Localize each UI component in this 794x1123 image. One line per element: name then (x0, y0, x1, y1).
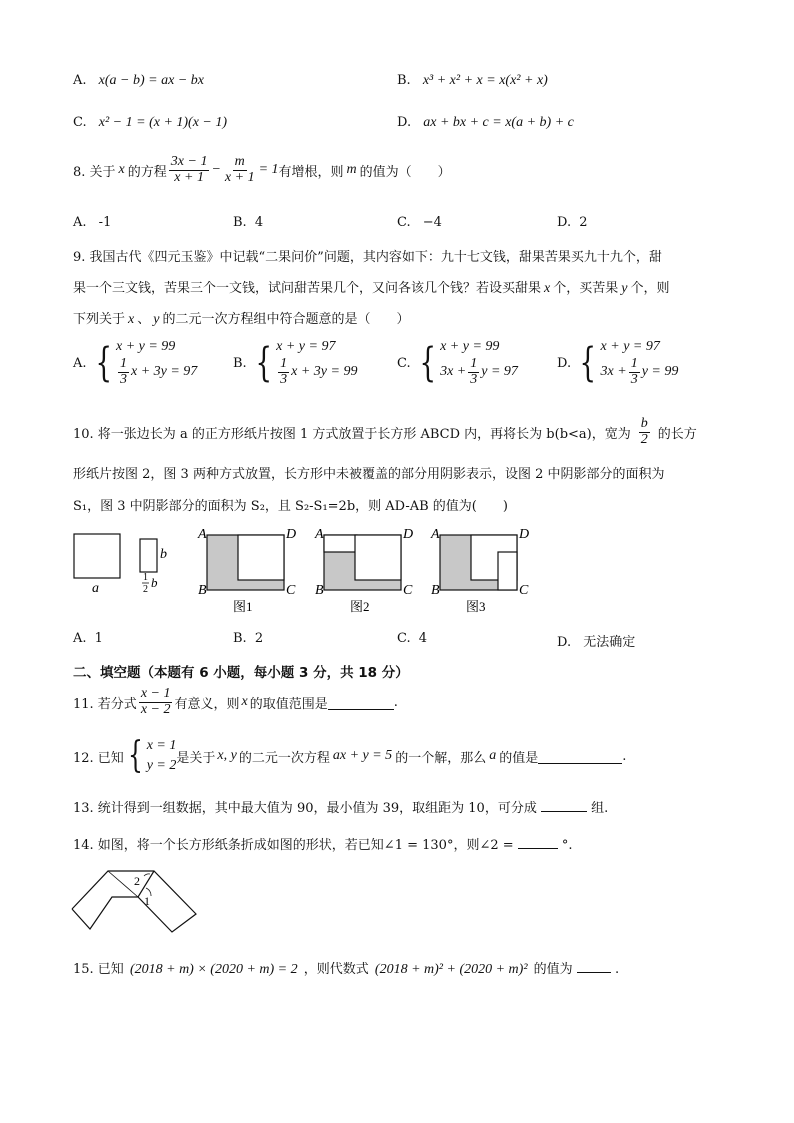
q10-figures (60, 522, 660, 622)
q9-line-3-text: 的二元一次方程组中符合题意的是（ ） (162, 312, 410, 327)
angle-2-arc (144, 874, 150, 876)
option-label: D. (557, 355, 572, 371)
angle-label-2: 2 (134, 874, 140, 888)
q12-suffix: 的值是 (499, 750, 539, 766)
option-value: 4 (254, 215, 264, 230)
q12-stem (73, 736, 626, 776)
q10-line-2: 形纸片按图 2，图 3 两种方式放置，长方形中未被覆盖的部分用阴影表示，设图 2 中阴影部分的面积为 (73, 467, 665, 482)
q15-answer-blank[interactable] (577, 958, 611, 973)
angle-label-1: 1 (144, 894, 150, 908)
q8-fraction-1 (169, 155, 210, 185)
equation-system (251, 339, 358, 387)
corner-d: D (286, 527, 297, 542)
fraction-denominator: x + 1 (224, 169, 255, 185)
equation-2 (116, 357, 197, 387)
q9-var-x: x (128, 312, 135, 327)
corner-b: B (431, 583, 440, 598)
label-half-num: 1 (143, 572, 148, 583)
fraction-numerator: m (234, 154, 245, 169)
fraction-denominator: x + 1 (174, 169, 204, 185)
fraction-denominator: 3 (630, 371, 638, 387)
q12-mid-1: 是关于 (176, 750, 216, 766)
fraction-numerator: 1 (280, 356, 288, 371)
option-label: C. (397, 631, 411, 646)
q8-option-a (73, 215, 111, 230)
q13-suffix: 组. (591, 801, 609, 816)
corner-d: D (519, 527, 530, 542)
q8-suffix-2: 的值为（ ） (359, 164, 451, 180)
corner-a: A (315, 527, 324, 542)
q9-line-2 (73, 277, 669, 297)
q8-option-b (233, 215, 263, 230)
q12-end: . (622, 748, 627, 764)
option-expression: ax + bx + c = x(a + b) + c (423, 115, 574, 130)
q9-var-x: x (544, 281, 551, 296)
q8-option-c (397, 215, 442, 230)
rect-paper (140, 539, 157, 572)
corner-c: C (286, 583, 296, 598)
q13-text: 13. 统计得到一组数据，其中最大值为 90，最小值为 39，取组距为 10，可分成 (73, 801, 537, 816)
corner-a: A (431, 527, 440, 542)
option-label: C. (397, 215, 411, 230)
q12-mid-2: 的二元一次方程 (238, 750, 330, 766)
brace-icon: { (419, 340, 436, 387)
option-label: A. (73, 631, 87, 646)
label-half-b: b (151, 575, 158, 590)
square-paper (238, 535, 284, 580)
q12-vars: x, y (217, 748, 237, 763)
equation-1: x + y = 97 (276, 339, 336, 354)
corner-b: B (198, 583, 207, 598)
equation-2 (601, 357, 679, 387)
q12-var-a: a (489, 748, 497, 763)
q15-mid: ，则代数式 (303, 962, 369, 977)
equation-1: x + y = 97 (600, 339, 660, 354)
rect-paper (324, 535, 357, 552)
equation-2-rest: y = 99 (641, 364, 679, 380)
fraction-numerator: 1 (119, 356, 127, 371)
option-label: C. (73, 115, 87, 130)
fraction-numerator: 1 (630, 356, 638, 371)
q11-end: . (393, 694, 398, 710)
fraction-numerator: x − 1 (140, 686, 171, 701)
option-value: 1 (94, 631, 103, 646)
q8-fraction-2 (223, 155, 257, 185)
q10-line-1 (73, 417, 697, 447)
option-label: B. (397, 73, 411, 88)
q9-line-3-text: 下列关于 (73, 312, 126, 327)
option-expression: x(a − b) = ax − bx (98, 73, 204, 88)
q8-minus: − (211, 162, 221, 178)
q7-option-b (397, 73, 548, 89)
q9-var-y: y (153, 312, 160, 327)
brace-icon: { (579, 340, 597, 387)
brace-icon: { (94, 340, 112, 387)
q8-var-m: m (346, 162, 357, 178)
q12-equation-system (124, 736, 177, 776)
label-a: a (92, 581, 99, 596)
option-label: A. (73, 355, 87, 371)
q10-line-1-suffix: 的长方 (657, 426, 697, 442)
label-b: b (160, 547, 167, 562)
equation-system (91, 339, 198, 387)
q9-line-2-text: 个，则 (630, 281, 670, 296)
figure-3 (430, 527, 529, 614)
equation-1: x + y = 99 (440, 339, 500, 354)
option-expression: x³ + x² + x = x(x² + x) (422, 73, 548, 88)
fraction-denominator: x − 2 (140, 701, 171, 717)
figure-3-caption: 图3 (466, 599, 486, 614)
q11-var-x: x (241, 694, 248, 710)
label-half-den: 2 (143, 584, 148, 595)
q15-prefix: 15. 已知 (73, 962, 124, 977)
option-value: 无法确定 (583, 635, 636, 650)
q9-option-d (557, 339, 678, 387)
q10-option-b (233, 631, 263, 646)
q14-answer-blank[interactable] (518, 834, 558, 849)
q12-mid-3: 的一个解，那么 (395, 750, 487, 766)
q9-line-1: 9. 我国古代《四元玉鉴》中记载“二果问价”问题，其内容如下：九十七文钱，甜果苦果买九十九个，甜 (73, 250, 662, 265)
q15-suffix: 的值为 (533, 962, 573, 977)
q9-var-y: y (621, 281, 628, 296)
q9-option-a (73, 339, 197, 387)
figure-2 (314, 527, 413, 614)
equation-2-rest: x + 3y = 97 (130, 364, 198, 380)
option-label: D. (557, 635, 572, 650)
q11-mid: 有意义，则 (174, 696, 240, 712)
q8-suffix-1: 有增根，则 (278, 164, 344, 180)
option-value: -1 (98, 215, 112, 230)
option-expression: x² − 1 = (x + 1)(x − 1) (98, 115, 228, 130)
q11-fraction (139, 687, 173, 717)
corner-a: A (198, 527, 207, 542)
q12-equation: ax + y = 5 (332, 748, 393, 763)
square-paper (74, 534, 120, 578)
q15-stem (73, 958, 619, 978)
fraction-denominator: 2 (640, 431, 648, 447)
q8-equals: = 1 (258, 162, 279, 178)
corner-c: C (519, 583, 529, 598)
square-paper (355, 535, 401, 580)
fraction-denominator: 3 (119, 371, 127, 387)
q13-stem (73, 797, 608, 816)
q12-prefix: 12. 已知 (73, 750, 124, 766)
q8-var-x: x (118, 162, 125, 178)
q7-option-c (73, 115, 227, 131)
q8-option-d (557, 215, 588, 230)
figure-1 (197, 527, 296, 614)
fraction-denominator: 3 (470, 371, 478, 387)
q10-option-a (73, 631, 103, 646)
brace-icon: { (255, 340, 272, 387)
q10-line-1-text: 10. 将一张边长为 a 的正方形纸片按图 1 方式放置于长方形 ABCD 内，再将长为 b(b<a)，宽为 (73, 426, 631, 442)
equation-1: x + y = 99 (115, 339, 176, 354)
corner-b: B (315, 583, 324, 598)
q8-prefix: 8. 关于 (73, 164, 116, 180)
equation-2-rest: y = 97 (481, 364, 518, 380)
rect-paper (498, 552, 517, 590)
q8-mid: 的方程 (127, 164, 167, 180)
equation-2-prefix: 3x + (600, 364, 627, 380)
option-value: 2 (579, 215, 588, 230)
q14-stem (73, 834, 573, 853)
q9-line-2-text: 个，买苦果 (553, 281, 619, 296)
q14-suffix: °. (561, 838, 573, 853)
option-label: B. (233, 355, 247, 371)
option-label: D. (397, 115, 412, 130)
q15-expression-2: (2018 + m)² + (2020 + m)² (374, 962, 528, 977)
equation-2: y = 2 (146, 758, 177, 773)
fraction-denominator: 3 (280, 371, 288, 387)
equation-2 (276, 357, 357, 387)
option-label: B. (233, 631, 247, 646)
equation-system (575, 339, 678, 387)
equation-2-rest: x + 3y = 99 (291, 364, 358, 380)
q10-fraction (639, 417, 650, 447)
q9-line-3-text: 、 (137, 312, 151, 327)
corner-c: C (403, 583, 413, 598)
q11-stem (73, 687, 398, 717)
q9-line-2-text: 果一个三文钱，苦果三个一文钱，试问甜苦果几个，又问各该几个钱？若设买甜果 (73, 281, 542, 296)
q7-option-a (73, 73, 204, 89)
option-label: A. (73, 215, 87, 230)
q11-suffix: 的取值范围是 (249, 696, 328, 712)
section-title-fill-in: 二、填空题（本题有 6 小题，每小题 3 分，共 18 分） (73, 665, 409, 681)
figure-2-caption: 图2 (350, 599, 370, 614)
q10-line-3: S₁，图 3 中阴影部分的面积为 S₂，且 S₂-S₁=2b，则 AD-AB 的值为( ) (73, 499, 508, 514)
option-value: −4 (422, 215, 442, 230)
equation-2 (440, 357, 518, 387)
q10-option-d (557, 631, 635, 650)
corner-d: D (403, 527, 414, 542)
brace-icon: { (127, 735, 143, 776)
q12-answer-blank[interactable] (538, 749, 622, 764)
option-label: C. (397, 355, 411, 371)
figure-1-caption: 图1 (233, 599, 253, 614)
q11-answer-blank[interactable] (328, 695, 394, 710)
q14-prefix: 14. 如图，将一个长方形纸条折成如图的形状，若已知∠1 = 130°，则∠2 = (73, 838, 514, 853)
option-label: B. (233, 215, 247, 230)
equation-2-prefix: 3x + (440, 364, 467, 380)
equation-1: x = 1 (146, 738, 177, 753)
q9-option-b (233, 339, 357, 387)
q9-line-3 (73, 308, 409, 328)
option-value: 4 (418, 631, 428, 646)
q13-answer-blank[interactable] (541, 797, 587, 812)
equation-system (415, 339, 518, 387)
fraction-numerator: b (640, 416, 648, 431)
option-value: 2 (254, 631, 264, 646)
q10-option-c (397, 631, 427, 646)
option-label: D. (557, 215, 572, 230)
fraction-numerator: 1 (470, 356, 478, 371)
q7-option-d (397, 115, 574, 131)
fraction-numerator: 3x − 1 (170, 154, 208, 169)
option-label: A. (73, 73, 87, 88)
q9-option-c (397, 339, 518, 387)
q15-end: . (614, 962, 620, 977)
q11-prefix: 11. 若分式 (73, 696, 137, 712)
q14-folded-strip-figure (66, 864, 206, 936)
q8-stem (73, 155, 451, 185)
q15-expression-1: (2018 + m) × (2020 + m) = 2 (129, 962, 298, 977)
